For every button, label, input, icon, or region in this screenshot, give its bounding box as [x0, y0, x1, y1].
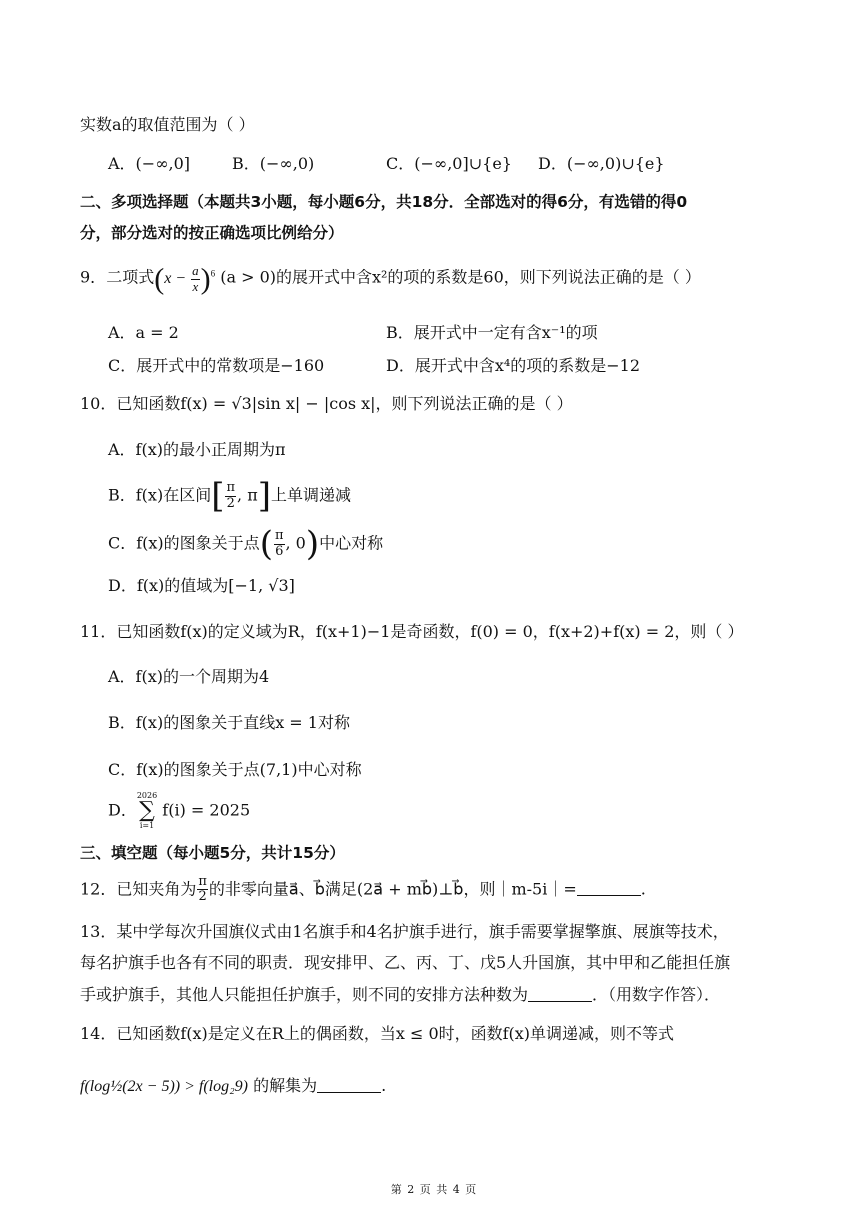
- q9-pre: 二项式: [106, 267, 155, 287]
- q10-option-c-frac: $\frac{\pi}{6}$: [274, 528, 284, 559]
- q11-sum-symbol: 2026 ∑ i=1: [136, 791, 158, 830]
- section-2-title-line2: 分，部分选对的按正确选项比例给分）: [80, 224, 344, 242]
- q9-stem: [80, 262, 868, 296]
- q10-stem: 10．已知函数f(x) = √3|sin x| − |cos x|，则下列说法正确的是（ ）: [80, 394, 573, 413]
- page-footer: 第 2 页 共 4 页: [390, 1183, 478, 1196]
- q10-option-b-pre: B．f(x)在区间: [108, 485, 212, 505]
- q9-option-a: A．a = 2: [108, 323, 179, 342]
- q12-angle-frac: $\frac{\pi}{2}$: [198, 874, 207, 905]
- q12-post: 的非零向量a⃗、b⃗满足(2a⃗ + mb⃗)⊥b⃗，则｜m-5i｜=: [208, 879, 577, 899]
- q9-option-b: B．展开式中一定有含x⁻¹的项: [386, 323, 598, 342]
- q9-option-d: D．展开式中含x⁴的项的系数是−12: [386, 356, 641, 375]
- q11-option-d-post: f(i) = 2025: [162, 800, 251, 820]
- q14-line2: [80, 1073, 868, 1096]
- q8-option-d: D．(−∞,0)∪{e}: [538, 154, 665, 173]
- q11-option-b: B．f(x)的图象关于直线x = 1对称: [108, 713, 350, 732]
- q9-number: 9．: [80, 267, 107, 287]
- q10-option-c-pre: C．f(x)的图象关于点: [108, 533, 260, 553]
- q14-end: .: [381, 1076, 387, 1095]
- q11-option-a: A．f(x)的一个周期为4: [108, 667, 270, 686]
- q8-option-a: A．(−∞,0]: [108, 154, 191, 173]
- q10-option-c: C．f(x)的图象关于点( $\frac{\pi}{6}$ , 0)中心对称: [108, 524, 384, 564]
- q12-stem: [80, 875, 868, 905]
- q13-line3-pre: 手或护旗手，其他人只能担任护旗手，则不同的安排方法种数为: [80, 985, 529, 1004]
- q10-option-c-comma-zero: , 0: [285, 533, 306, 553]
- q10-option-d: D．f(x)的值域为[−1, √3]: [108, 576, 295, 595]
- q9-mid: (a > 0)的展开式中含x²的项的系数是60，则下列说法正确的是（ ）: [220, 267, 701, 287]
- q10-option-b-post: 上单调递减: [270, 485, 351, 505]
- q8-option-c: C．(−∞,0]∪{e}: [386, 154, 512, 173]
- q13-line2: 每名护旗手也各有不同的职责．现安排甲、乙、丙、丁、戊5人升国旗，其中甲和乙能担任旗: [80, 953, 731, 972]
- q11-option-c: C．f(x)的图象关于点(7,1)中心对称: [108, 760, 362, 779]
- q14-line1: 14．已知函数f(x)是定义在R上的偶函数，当x ≤ 0时，函数f(x)单调递减，则不等式: [80, 1024, 675, 1043]
- q12-answer-blank[interactable]: [577, 881, 641, 896]
- q10-option-c-post: 中心对称: [319, 533, 384, 553]
- q9-option-c: C．展开式中的常数项是−160: [108, 356, 325, 375]
- q13-line3: [80, 982, 868, 1005]
- q14-answer-blank[interactable]: [317, 1078, 381, 1093]
- q12-end: .: [640, 879, 646, 899]
- q10-option-b-frac: $\frac{\pi}{2}$: [226, 480, 236, 511]
- q10-option-b-comma-pi: , π: [237, 485, 258, 505]
- q8-option-b: B．(−∞,0): [232, 154, 315, 173]
- section-3-title: 三、填空题（每小题5分，共计15分）: [80, 844, 345, 862]
- q10-option-a: A．f(x)的最小正周期为π: [108, 440, 286, 459]
- section-2-title-line1: 二、多项选择题（本题共3小题，每小题6分，共18分．全部选对的得6分，有选错的得0: [80, 193, 688, 211]
- q11-option-d: [108, 792, 868, 830]
- q13-answer-blank[interactable]: [528, 987, 592, 1002]
- q14-inequality: f(log½(2x − 5)) > f(log₂9): [80, 1078, 249, 1095]
- q13-line3-post: ．（用数字作答）．: [592, 985, 721, 1004]
- q9-binomial: (x − $\frac{a}{x}$ )$^6$: [154, 262, 216, 295]
- q14-line2-post: 的解集为: [253, 1076, 318, 1095]
- q8-tail: 实数a的取值范围为（ ）: [80, 115, 255, 134]
- q11-option-d-pre: D．: [108, 800, 137, 820]
- q13-line1: 13．某中学每次升国旗仪式由1名旗手和4名护旗手进行，旗手需要掌握擎旗、展旗等技术，: [80, 922, 729, 941]
- q10-option-b: B．f(x)在区间[ $\frac{\pi}{2}$ , π]上单调递减: [108, 476, 351, 516]
- q12-pre: 12．已知夹角为: [80, 879, 197, 899]
- q11-stem: 11．已知函数f(x)的定义域为R，f(x+1)−1是奇函数，f(0) = 0，f(x+2)+f(x) = 2，则（ ）: [80, 622, 744, 641]
